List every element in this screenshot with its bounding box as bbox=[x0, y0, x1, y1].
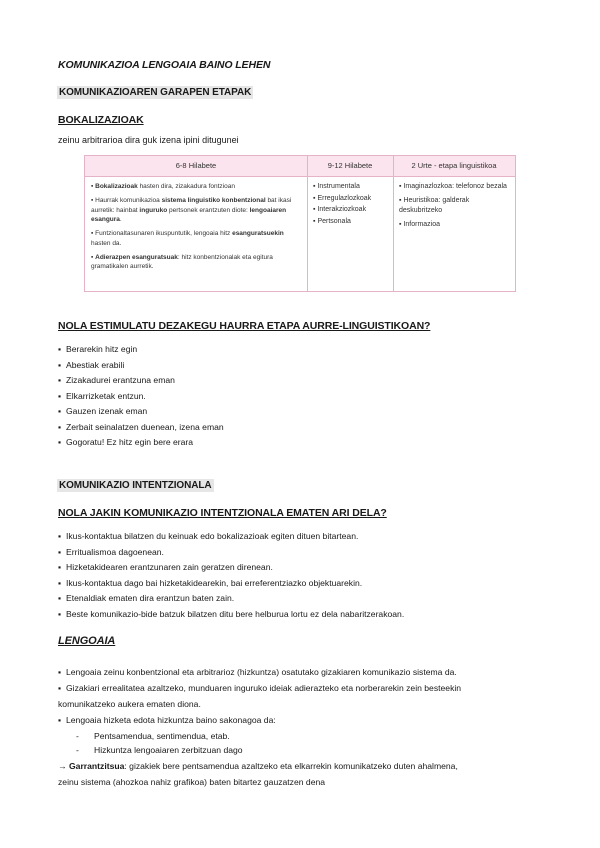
cell-item: ▪ Bokalizazioak hasten dira, zizakadura fontzioan bbox=[91, 183, 235, 190]
sub-list-item: - Hizkuntza lengoaiaren zerbitzuan dago bbox=[76, 745, 243, 755]
cell-item: ▪ Funtzionaltasunaren ikuspuntutik, lengoaia hitz esanguratsuekin hasten da. bbox=[91, 230, 284, 247]
list-item: ▪ Gizakiari errealitatea azaltzeko, munduaren inguruko ideiak adierazteko eta norberarekin zein besteekin bbox=[58, 683, 462, 693]
list-item: ▪ Gogoratu! Ez hitz egin bere erara bbox=[58, 437, 194, 447]
list-item: ▪ Erritualismoa dagoenean. bbox=[58, 546, 164, 557]
cell-item: ▪ Informazioa bbox=[399, 220, 441, 228]
development-stages-table bbox=[84, 155, 516, 292]
list-item: ▪ Gauzen izenak eman bbox=[58, 406, 148, 416]
heading-estimulatu: NOLA ESTIMULATU DEZAKEGU HAURRA ETAPA AURRE-LINGUISTIKOAN? bbox=[58, 320, 431, 332]
list-item: ▪ Abestiak erabili bbox=[58, 359, 125, 370]
list-item: ▪ Ikus-kontaktua dago bai hizketakidearekin, bai erreferentziazko objektuarekin. bbox=[58, 577, 363, 588]
cell-item: ▪ Imaginazlozkoa: telefonoz bezala bbox=[399, 183, 507, 190]
lengoaia-summary: → Garrantzitsua: gizakiek bere pentsamendua azaltzeko eta elkarrekin komunikatzeko duten ahalmena, zeinu sistema (ahozkoa nahiz grafikoa) baten bitartez gauzatzen dena bbox=[58, 761, 458, 787]
heading-nola-jakin: NOLA JAKIN KOMUNIKAZIO INTENTZIONALA EMATEN ARI DELA? bbox=[58, 507, 387, 519]
list-item: ▪ Etenaldiak ematen dira erantzun baten zain. bbox=[58, 593, 235, 603]
list-item: ▪ Zizakadurei erantzuna eman bbox=[58, 375, 175, 385]
list-item: ▪ Berarekin hitz egin bbox=[58, 344, 138, 354]
list-item: ▪ Lengoaia hizketa edota hizkuntza baino sakonagoa da: bbox=[58, 715, 276, 725]
list-item-continuation: komunikatzeko aukera ematen diona. bbox=[58, 699, 201, 709]
table-cell-6-8 bbox=[91, 182, 303, 276]
cell-item: ▪ Pertsonala bbox=[313, 217, 351, 225]
section-heading-intentzionala: KOMUNIKAZIO INTENTZIONALA bbox=[59, 480, 212, 491]
list-item: ▪ Lengoaia zeinu konbentzional eta arbitrarioz (hizkuntza) osatutako gizakiaren komunikazio sistema da. bbox=[58, 667, 457, 677]
lengoaia-sub-list bbox=[76, 729, 243, 757]
bokalizazioak-definition: zeinu arbitrarioa dira guk izena ipini ditugunei bbox=[58, 135, 239, 145]
list-item: ▪ Hizketakidearen erantzunaren zain geratzen direnean. bbox=[58, 562, 273, 572]
cell-item: ▪ Heuristikoa: galderak deskubritzeko bbox=[399, 197, 470, 214]
stimulate-list bbox=[58, 342, 224, 451]
section-heading-garapen: KOMUNIKAZIOAREN GARAPEN ETAPAK bbox=[59, 87, 252, 98]
sub-list-item: - Pentsamendua, sentimendua, etab. bbox=[76, 731, 230, 741]
table-cell-9-12 bbox=[313, 182, 391, 228]
arrow-icon: → bbox=[58, 761, 69, 771]
cell-item: ▪ Erregulazlozkoak bbox=[313, 194, 372, 202]
list-item: ▪ Elkarrizketak entzun. bbox=[58, 390, 146, 401]
cell-item: ▪ Haurrak komunikazioa sistema linguistiko konbentzional bat ikasi aurretik: hainbat inguruko pertsonek erantzuten diote: lengoaiaren esangura. bbox=[91, 197, 292, 223]
lengoaia-list bbox=[58, 664, 461, 728]
list-item: ▪ Zerbait seinalatzen duenean, izena eman bbox=[58, 421, 224, 432]
heading-lengoaia: LENGOAIA bbox=[58, 635, 116, 647]
page-title: KOMUNIKAZIOA LENGOAIA BAINO LEHEN bbox=[58, 59, 271, 71]
cell-item: ▪ Instrumentala bbox=[313, 183, 360, 190]
cell-item: ▪ Adierazpen esanguratsuak: hitz konbentzionalak eta egitura gramatikalen aurretik. bbox=[91, 253, 273, 270]
table-header-2-urte: 2 Urte - etapa linguistikoa bbox=[411, 161, 497, 170]
table-header-9-12: 9-12 Hilabete bbox=[327, 161, 373, 170]
list-item: ▪ Beste komunikazio-bide batzuk bilatzen ditu bere helburua lortu ez dela nabaritzerakoan. bbox=[58, 608, 405, 619]
cell-item: ▪ Interakziozkoak bbox=[313, 206, 367, 213]
heading-bokalizazioak: BOKALIZAZIOAK bbox=[58, 114, 144, 126]
table-cell-2-urte bbox=[399, 182, 511, 234]
list-item: ▪ Ikus-kontaktua bilatzen du keinuak edo bokalizazioak egiten dituen bitartean. bbox=[58, 531, 359, 541]
intentional-list bbox=[58, 529, 404, 622]
table-header-6-8: 6-8 Hilabete bbox=[175, 161, 217, 170]
